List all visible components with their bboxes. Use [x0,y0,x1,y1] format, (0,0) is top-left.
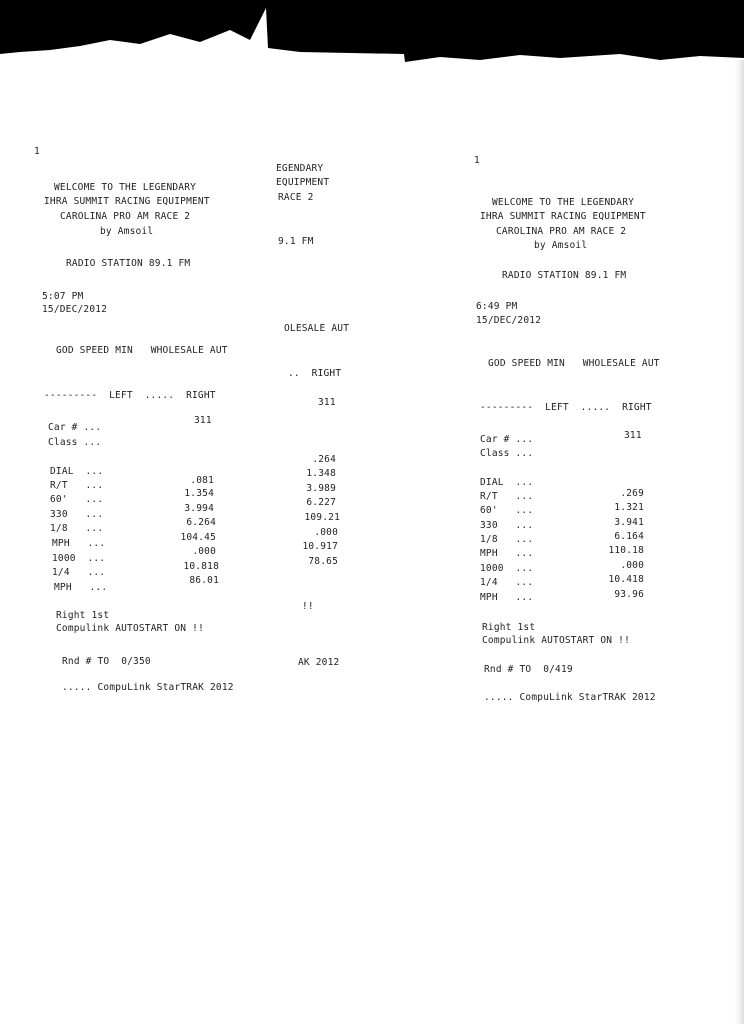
row-label: 1/4 ... [52,567,106,578]
row-value: 1.354 [184,488,214,499]
class-header: GOD SPEED MIN WHOLESALE AUT [488,358,660,369]
lane-header: --------- LEFT ..... RIGHT [44,390,216,401]
slip-footer: ..... CompuLink StarTRAK 2012 [62,682,234,693]
winner-text: Right 1st [56,610,110,621]
row-value: 78.65 [308,556,338,567]
autostart-text: Compulink AUTOSTART ON !! [482,635,630,646]
row-value: 1.321 [614,502,644,513]
lane-header: .. RIGHT [288,368,342,379]
welcome-line-2: IHRA SUMMIT RACING EQUIPMENT [480,211,646,222]
autostart-text: Compulink AUTOSTART ON !! [56,623,204,634]
torn-paper-edge [0,0,744,70]
row-label: 1000 ... [52,553,106,564]
row-label: DIAL ... [480,477,534,488]
autostart-text: !! [302,601,314,612]
row-label: 60' ... [480,505,534,516]
welcome-line-1: EGENDARY [276,163,324,174]
welcome-line-4: by Amsoil [100,226,154,237]
row-value: .000 [192,546,216,557]
row-value: 110.18 [608,545,644,556]
row-value: 1.348 [306,468,336,479]
row-label: MPH ... [52,538,106,549]
slip-time: 5:07 PM [42,291,84,302]
welcome-line-3: RACE 2 [278,192,314,203]
row-value: .000 [314,527,338,538]
row-label: 60' ... [50,494,104,505]
row-value: 3.941 [614,517,644,528]
welcome-line-2: IHRA SUMMIT RACING EQUIPMENT [44,196,210,207]
winner-text: Right 1st [482,622,536,633]
welcome-line-4: by Amsoil [534,240,588,251]
welcome-line-1: WELCOME TO THE LEGENDARY [54,182,197,193]
page-number: 1 [34,146,40,157]
row-value: 6.264 [186,517,216,528]
row-label: R/T ... [480,491,534,502]
row-value: 93.96 [614,589,644,600]
scan-right-edge [734,60,744,1024]
welcome-line-3: CAROLINA PRO AM RACE 2 [60,211,191,222]
class-label: Class ... [48,437,102,448]
round-text: Rnd # TO 0/419 [484,664,573,675]
slip-date: 15/DEC/2012 [42,304,108,315]
row-value: 10.418 [608,574,644,585]
radio-station: 9.1 FM [278,236,314,247]
page-number: 1 [474,155,480,166]
radio-station: RADIO STATION 89.1 FM [502,270,627,281]
row-label: R/T ... [50,480,104,491]
car-label: Car # ... [48,422,102,433]
row-label: 1/8 ... [50,523,104,534]
slip-footer: ..... CompuLink StarTRAK 2012 [484,692,656,703]
slip-time: 6:49 PM [476,301,518,312]
radio-station: RADIO STATION 89.1 FM [66,258,191,269]
row-label: 330 ... [50,509,104,520]
class-header: OLESALE AUT [284,323,350,334]
class-label: Class ... [480,448,534,459]
welcome-line-3: CAROLINA PRO AM RACE 2 [496,226,627,237]
row-label: 330 ... [480,520,534,531]
row-value: 10.917 [302,541,338,552]
row-value: 109.21 [304,512,340,523]
car-number: 311 [624,430,642,441]
row-label: MPH ... [480,592,534,603]
row-value: 6.164 [614,531,644,542]
welcome-line-2: EQUIPMENT [276,177,330,188]
round-text: Rnd # TO 0/350 [62,656,151,667]
row-value: .000 [620,560,644,571]
row-value: 104.45 [180,532,216,543]
row-label: MPH ... [54,582,108,593]
row-value: .264 [312,454,336,465]
welcome-line-1: WELCOME TO THE LEGENDARY [492,197,635,208]
lane-header: --------- LEFT ..... RIGHT [480,402,652,413]
row-label: DIAL ... [50,466,104,477]
row-value: .081 [190,475,214,486]
row-value: .269 [620,488,644,499]
row-label: 1000 ... [480,563,534,574]
row-label: MPH ... [480,548,534,559]
row-value: 3.989 [306,483,336,494]
row-value: 86.01 [189,575,219,586]
row-label: 1/8 ... [480,534,534,545]
row-value: 10.818 [183,561,219,572]
row-value: 6.227 [306,497,336,508]
car-number: 311 [318,397,336,408]
car-label: Car # ... [480,434,534,445]
car-number: 311 [194,415,212,426]
row-label: 1/4 ... [480,577,534,588]
slip-footer: AK 2012 [298,657,340,668]
class-header: GOD SPEED MIN WHOLESALE AUT [56,345,228,356]
slip-date: 15/DEC/2012 [476,315,542,326]
row-value: 3.994 [184,503,214,514]
